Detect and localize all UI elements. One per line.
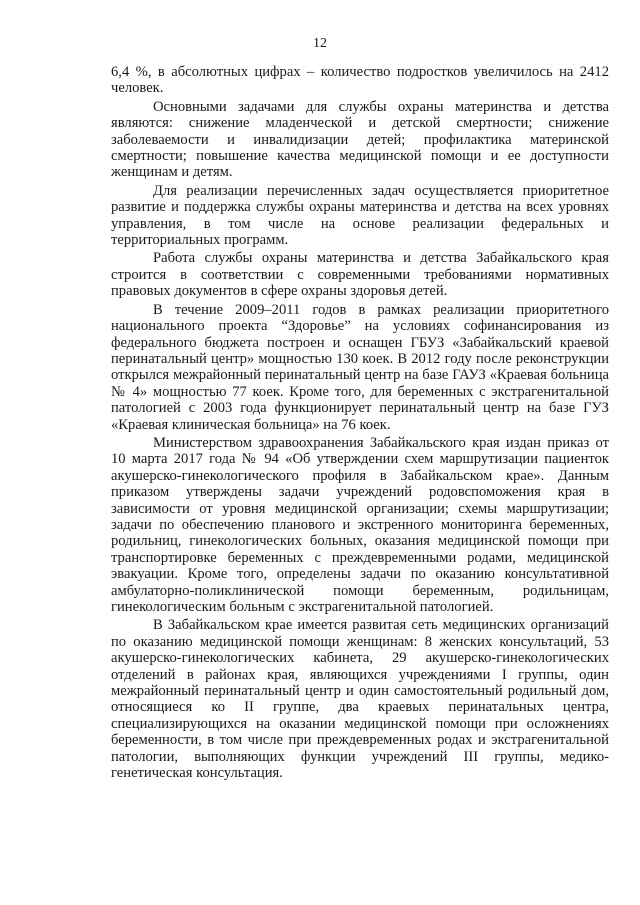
page-number: 12 [313, 36, 327, 51]
paragraph-objectives: Основными задачами для службы охраны материнства и детства являются: снижение младенческой и детской смертности; снижение заболеваемости и инвалидизации детей; профилактика материнской смертности; повышение качества медицинской помощи и ее доступности женщинам и детям. [111, 98, 609, 181]
paragraph-perinatal-centers: В течение 2009–2011 годов в рамках реализации приоритетного национального проекта “Здоровье” на условиях софинансирования из федерального бюджета построен и оснащен ГБУЗ «Забайкальский краевой перинатальный центр» мощностью 130 коек. В 2012 году после реконструкции открылся межрайонный перинатальный центр на базе ГАУЗ «Краевая больница № 4» мощностью 77 коек. Кроме того, для беременных с экстрагенитальной патологией с 2003 года функционирует перинатальный центр на базе ГУЗ «Краевая клиническая больница» на 76 коек. [111, 301, 609, 433]
paragraph-continuation: 6,4 %, в абсолютных цифрах – количество подростков увеличилось на 2412 человек. [111, 64, 609, 97]
paragraph-regulations: Работа службы охраны материнства и детства Забайкальского края строится в соответствии с современными требованиями нормативных правовых документов в сфере охраны здоровья детей. [111, 250, 609, 300]
paragraph-implementation: Для реализации перечисленных задач осуществляется приоритетное развитие и поддержка службы охраны материнства и детства на всех уровнях управления, в том числе на основе реализации федеральных и территориальных программ. [111, 182, 609, 249]
paragraph-ministry-order: Министерством здравоохранения Забайкальского края издан приказ от 10 марта 2017 года № 94 «Об утверждении схем маршрутизации пациенток акушерско-гинекологического профиля в Забайкальском крае». Данным приказом утверждены задачи учреждений родовспоможения края в зависимости от уровня медицинской организации; схемы маршрутизации; задачи по обеспечению планового и экстренного мониторинга беременных, родильниц, гинекологических больных, оказания медицинской помощи при транспортировке беременных с преждевременными родами, медицинской эвакуации. Кроме того, определены задачи по оказанию консультативной амбулаторно-поликлинической помощи беременным, родильницам, гинекологическим больным с экстрагенитальной патологией. [111, 434, 609, 615]
document-body [111, 64, 609, 781]
paragraph-medical-network: В Забайкальском крае имеется развитая сеть медицинских организаций по оказанию медицинской помощи женщинам: 8 женских консультаций, 53 акушерско-гинекологических кабинета, 29 акушерско-гинекологических отделений в районах края, являющихся учреждениями I группы, один межрайонный перинатальный центр и один самостоятельный родильный дом, относящиеся ко II группе, два краевых перинатальных центра, специализирующихся на оказании медицинской помощи при осложнениях беременности, в том числе при преждевременных родах и экстрагенитальной патологии, выполняющих функции учреждений III группы, медико-генетическая консультация. [111, 617, 609, 782]
